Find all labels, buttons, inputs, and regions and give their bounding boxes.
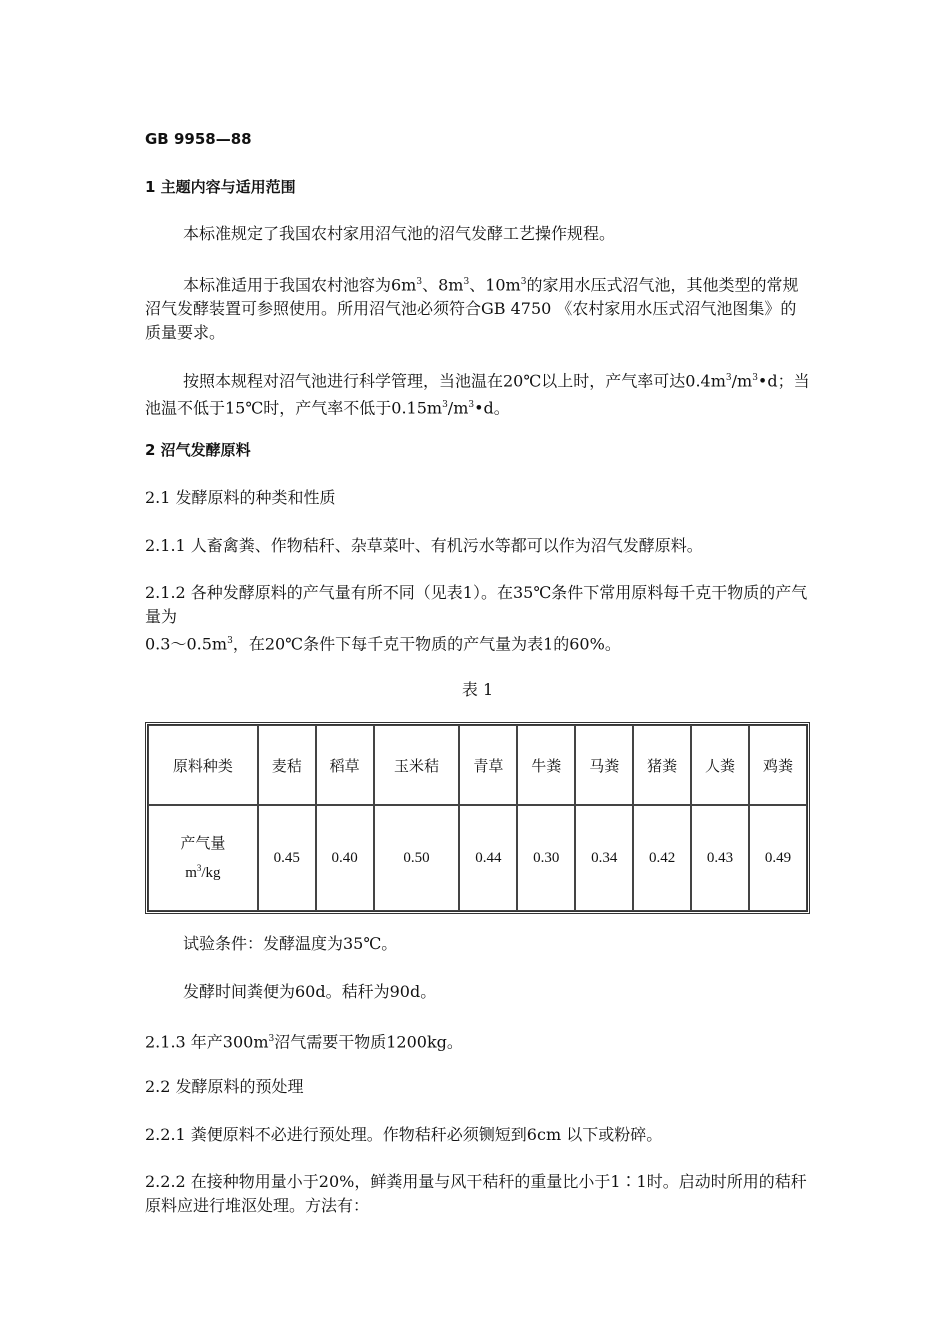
value-cell: 0.50 [374, 805, 460, 911]
paragraph-scope-2: 本标准适用于我国农村池容为$6m^3$、$8m^3$、$10m^3$的家用水压式沼气池，其他类型的常规沼气发酵装置可参照使用。所用沼气池必须符合GB 4750 《农村家用水压式沼气池图集》的质量要求。 [145, 275, 799, 343]
section-2-2-1: 2.2.1 粪便原料不必进行预处理。作物秸秆必须铡短到6cm 以下或粉碎。 [145, 1125, 663, 1144]
header-cell: 人粪 [691, 725, 749, 805]
value-cell: 0.49 [749, 805, 807, 911]
header-cell: 猪粪 [633, 725, 691, 805]
gas-yield-table [145, 722, 810, 914]
table-caption: 表 1 [461, 680, 494, 699]
section-1-heading: 1 主题内容与适用范围 [145, 178, 296, 196]
section-2-1-1: 2.1.1 人畜禽粪、作物秸秆、杂草菜叶、有机污水等都可以作为沼气发酵原料。 [145, 536, 703, 555]
value-cell: 0.45 [258, 805, 316, 911]
header-cell: 牛粪 [517, 725, 575, 805]
header-cell: 原料种类 [148, 725, 258, 805]
value-cell: 0.43 [691, 805, 749, 911]
value-cell: 0.30 [517, 805, 575, 911]
fermentation-time-note: 发酵时间粪便为60d。秸秆为90d。 [183, 982, 437, 1001]
value-cell: 0.44 [459, 805, 517, 911]
table-value-row [148, 805, 807, 911]
row-label-cell: 产气量 $m^3/kg$ [148, 805, 258, 911]
section-2-1: 2.1 发酵原料的种类和性质 [145, 488, 336, 507]
section-2-1-3: 2.1.3 年产$300m^3$沼气需要干物质1200kg。 [145, 1032, 463, 1052]
table-header-row [148, 725, 807, 805]
paragraph-scope-3: 按照本规程对沼气池进行科学管理，当池温在20℃以上时，产气率可达$0.4m^3/m^3•d$；当池温不低于15℃时，产气率不低于$0.15m^3/m^3•d$。 [145, 371, 810, 418]
value-cell: 0.42 [633, 805, 691, 911]
section-2-2: 2.2 发酵原料的预处理 [145, 1077, 304, 1096]
header-cell: 麦秸 [258, 725, 316, 805]
standard-code: GB 9958—88 [145, 130, 252, 148]
value-cell: 0.40 [316, 805, 374, 911]
test-condition-note: 试验条件：发酵温度为35℃。 [183, 934, 398, 953]
value-cell: 0.34 [575, 805, 633, 911]
paragraph-scope-1: 本标准规定了我国农村家用沼气池的沼气发酵工艺操作规程。 [183, 224, 616, 243]
header-cell: 玉米秸 [374, 725, 460, 805]
section-2-1-2: 2.1.2 各种发酵原料的产气量有所不同（见表1）。在35℃条件下常用原料每千克干物质的产气量为 $0.3\sim 0.5m^3$，在20℃条件下每千克干物质的产气量为表1的60%。 [145, 583, 808, 654]
section-2-2-2: 2.2.2 在接种物用量小于20%，鲜粪用量与风干秸秆的重量比小于1∶1时。启动时所用的秸秆原料应进行堆沤处理。方法有： [145, 1172, 807, 1215]
header-cell: 鸡粪 [749, 725, 807, 805]
section-2-heading: 2 沼气发酵原料 [145, 441, 251, 459]
header-cell: 马粪 [575, 725, 633, 805]
header-cell: 青草 [459, 725, 517, 805]
header-cell: 稻草 [316, 725, 374, 805]
